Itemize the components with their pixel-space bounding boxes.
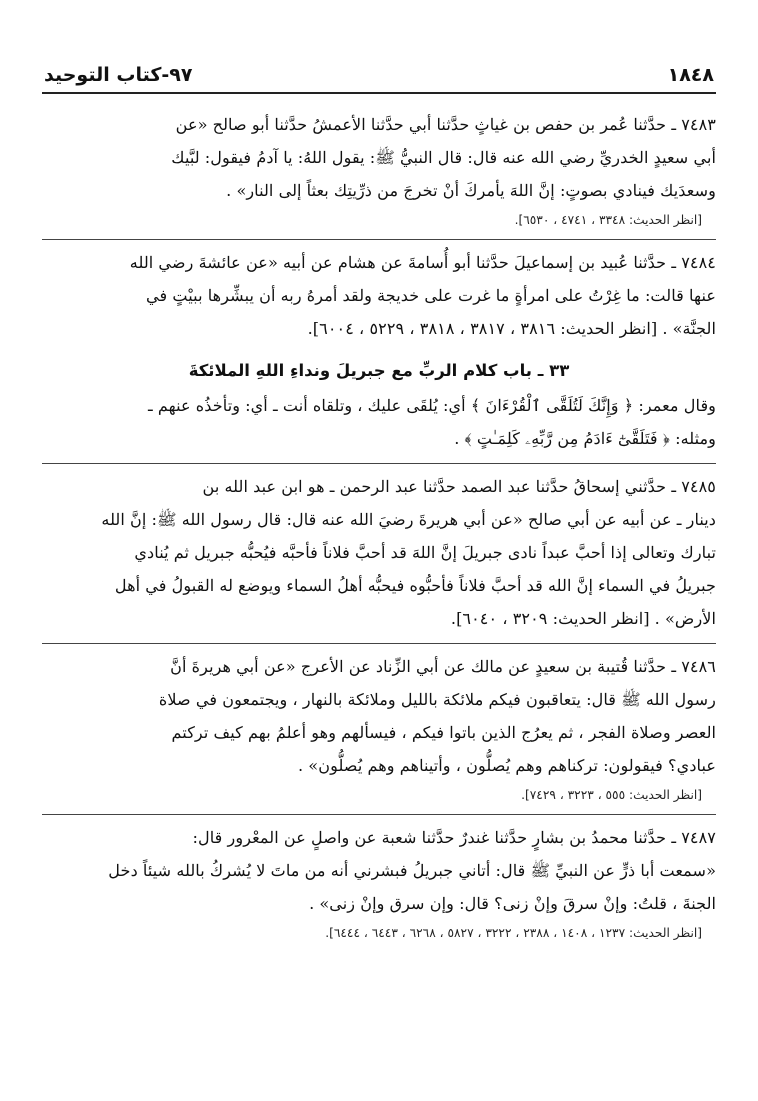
text-line: العصر وصلاة الفجر ، ثم يعرُج الذين باتوا فيكم ، فيسألهم وهو أعلمُ بهم كيف تركتم	[171, 723, 716, 742]
book-title: ٩٧-كتاب التوحيد	[44, 64, 193, 86]
chapter-title: ٣٣ ـ باب كلام الربِّ مع جبريلَ ونداءِ اللهِ الملائكةَ	[188, 361, 570, 380]
text-line: وسعدَيك فينادي بصوتٍ: إنَّ اللهَ يأمركَ أنْ تخرجَ من ذرِّيتِك بعثاً إلى النار» .	[226, 181, 716, 200]
text-line: عبادي؟ فيقولون: تركناهم وهم يُصلُّون ، وأتيناهم وهم يُصلُّون» .	[298, 756, 716, 775]
text-line: ٧٤٨٦ ـ حدَّثنا قُتيبة بن سعيدٍ عن مالك عن أبي الزِّناد عن الأعرج «عن أبي هريرةَ أنَّ	[170, 657, 716, 676]
text-line: الأرض» . [انظر الحديث: ٣٢٠٩ ، ٦٠٤٠].	[450, 609, 716, 628]
hadith-7483	[42, 108, 716, 231]
text-line: «سمعت أبا ذرٍّ عن النبيِّ ﷺ قال: أتاني جبريلُ فبشرني أنه من ماتَ لا يُشركُ بالله شيئاً دخل	[108, 861, 716, 880]
book-page	[42, 64, 716, 948]
divider	[42, 463, 716, 464]
page-number: ١٨٤٨	[667, 64, 714, 86]
text-line: ومثله: ﴿ فَتَلَقَّىٰٓ ءَادَمُ مِن رَّبِّهِۦ كَلِمَـٰتٍ ﴾ .	[454, 429, 716, 448]
hadith-7487	[42, 821, 716, 944]
chapter-33	[42, 355, 716, 455]
text-line: أبي سعيدٍ الخدريِّ رضي الله عنه قال: قال النبيُّ ﷺ: يقول اللهُ: يا آدمُ فيقول: لبَّيك	[171, 148, 716, 167]
text-line: تبارك وتعالى إذا أحبَّ عبداً نادى جبريلَ إنَّ اللهَ قد أحبَّ فلاناً فأحبَّه فيُحبُّه جبريل ثم يُنادي	[134, 543, 716, 562]
divider	[42, 239, 716, 240]
text-line: الجنَّة» . [انظر الحديث: ٣٨١٦ ، ٣٨١٧ ، ٣٨١٨ ، ٥٢٢٩ ، ٦٠٠٤].	[307, 319, 716, 338]
hadith-7485	[42, 470, 716, 635]
hadith-reference: [انظر الحديث: ٣٣٤٨ ، ٤٧٤١ ، ٦٥٣٠].	[514, 213, 702, 227]
text-line: رسول الله ﷺ قال: يتعاقبون فيكم ملائكة بالليل وملائكة بالنهار ، ويجتمعون في صلاة	[158, 690, 716, 709]
text-line: ٧٤٨٣ ـ حدَّثنا عُمر بن حفص بن غياثٍ حدَّثنا أبي حدَّثنا الأعمشُ حدَّثنا أبو صالح «عن	[175, 115, 716, 134]
text-line: وقال معمر: ﴿ وَإِنَّكَ لَتُلَقَّى ٱلْقُرْءَانَ ﴾ أي: يُلقَى عليك ، وتلقاه أنت ـ أي: وتأخذُه عنهم ـ	[147, 396, 716, 415]
hadith-7484	[42, 246, 716, 345]
text-line: ٧٤٨٥ ـ حدَّثني إسحاقُ حدَّثنا عبد الصمد حدَّثنا عبد الرحمن ـ هو ابن عبد الله بن	[202, 477, 716, 496]
running-header	[42, 64, 716, 94]
divider	[42, 814, 716, 815]
text-line: ٧٤٨٤ ـ حدَّثنا عُبيد بن إسماعيلَ حدَّثنا أبو أُسامةَ عن هشام عن أبيه «عن عائشةَ رضي الله	[129, 253, 716, 272]
hadith-reference: [انظر الحديث: ١٢٣٧ ، ١٤٠٨ ، ٢٣٨٨ ، ٣٢٢٢ ، ٥٨٢٧ ، ٦٢٦٨ ، ٦٤٤٣ ، ٦٤٤٤].	[325, 926, 702, 940]
text-line: ٧٤٨٧ ـ حدَّثنا محمدُ بن بشارٍ حدَّثنا غندرٌ حدَّثنا شعبة عن واصلٍ عن المعْرور قال:	[192, 828, 716, 847]
hadith-7486	[42, 650, 716, 806]
text-line: دينار ـ عن أبيه عن أبي صالح «عن أبي هريرةَ رضيَ الله عنه قال: قال رسول الله ﷺ: إنَّ الله	[101, 510, 716, 529]
divider	[42, 643, 716, 644]
page-content	[42, 108, 716, 944]
text-line: جبريلُ في السماء إنَّ الله قد أحبَّ فلاناً فأحبُّوه فيحبُّه أهلُ السماء ويوضع له القبولُ في أهل	[114, 576, 716, 595]
text-line: الجنةَ ، قلتُ: وإنْ سرقَ وإنْ زنى؟ قال: وإن سرق وإنْ زنى» .	[309, 894, 716, 913]
hadith-reference: [انظر الحديث: ٥٥٥ ، ٣٢٢٣ ، ٧٤٢٩].	[521, 788, 702, 802]
text-line: عنها قالت: ما غِرْتُ على امرأةٍ ما غرت على خديجة ولقد أمرهُ ربه أن يبشِّرها ببيْتٍ في	[146, 286, 716, 305]
